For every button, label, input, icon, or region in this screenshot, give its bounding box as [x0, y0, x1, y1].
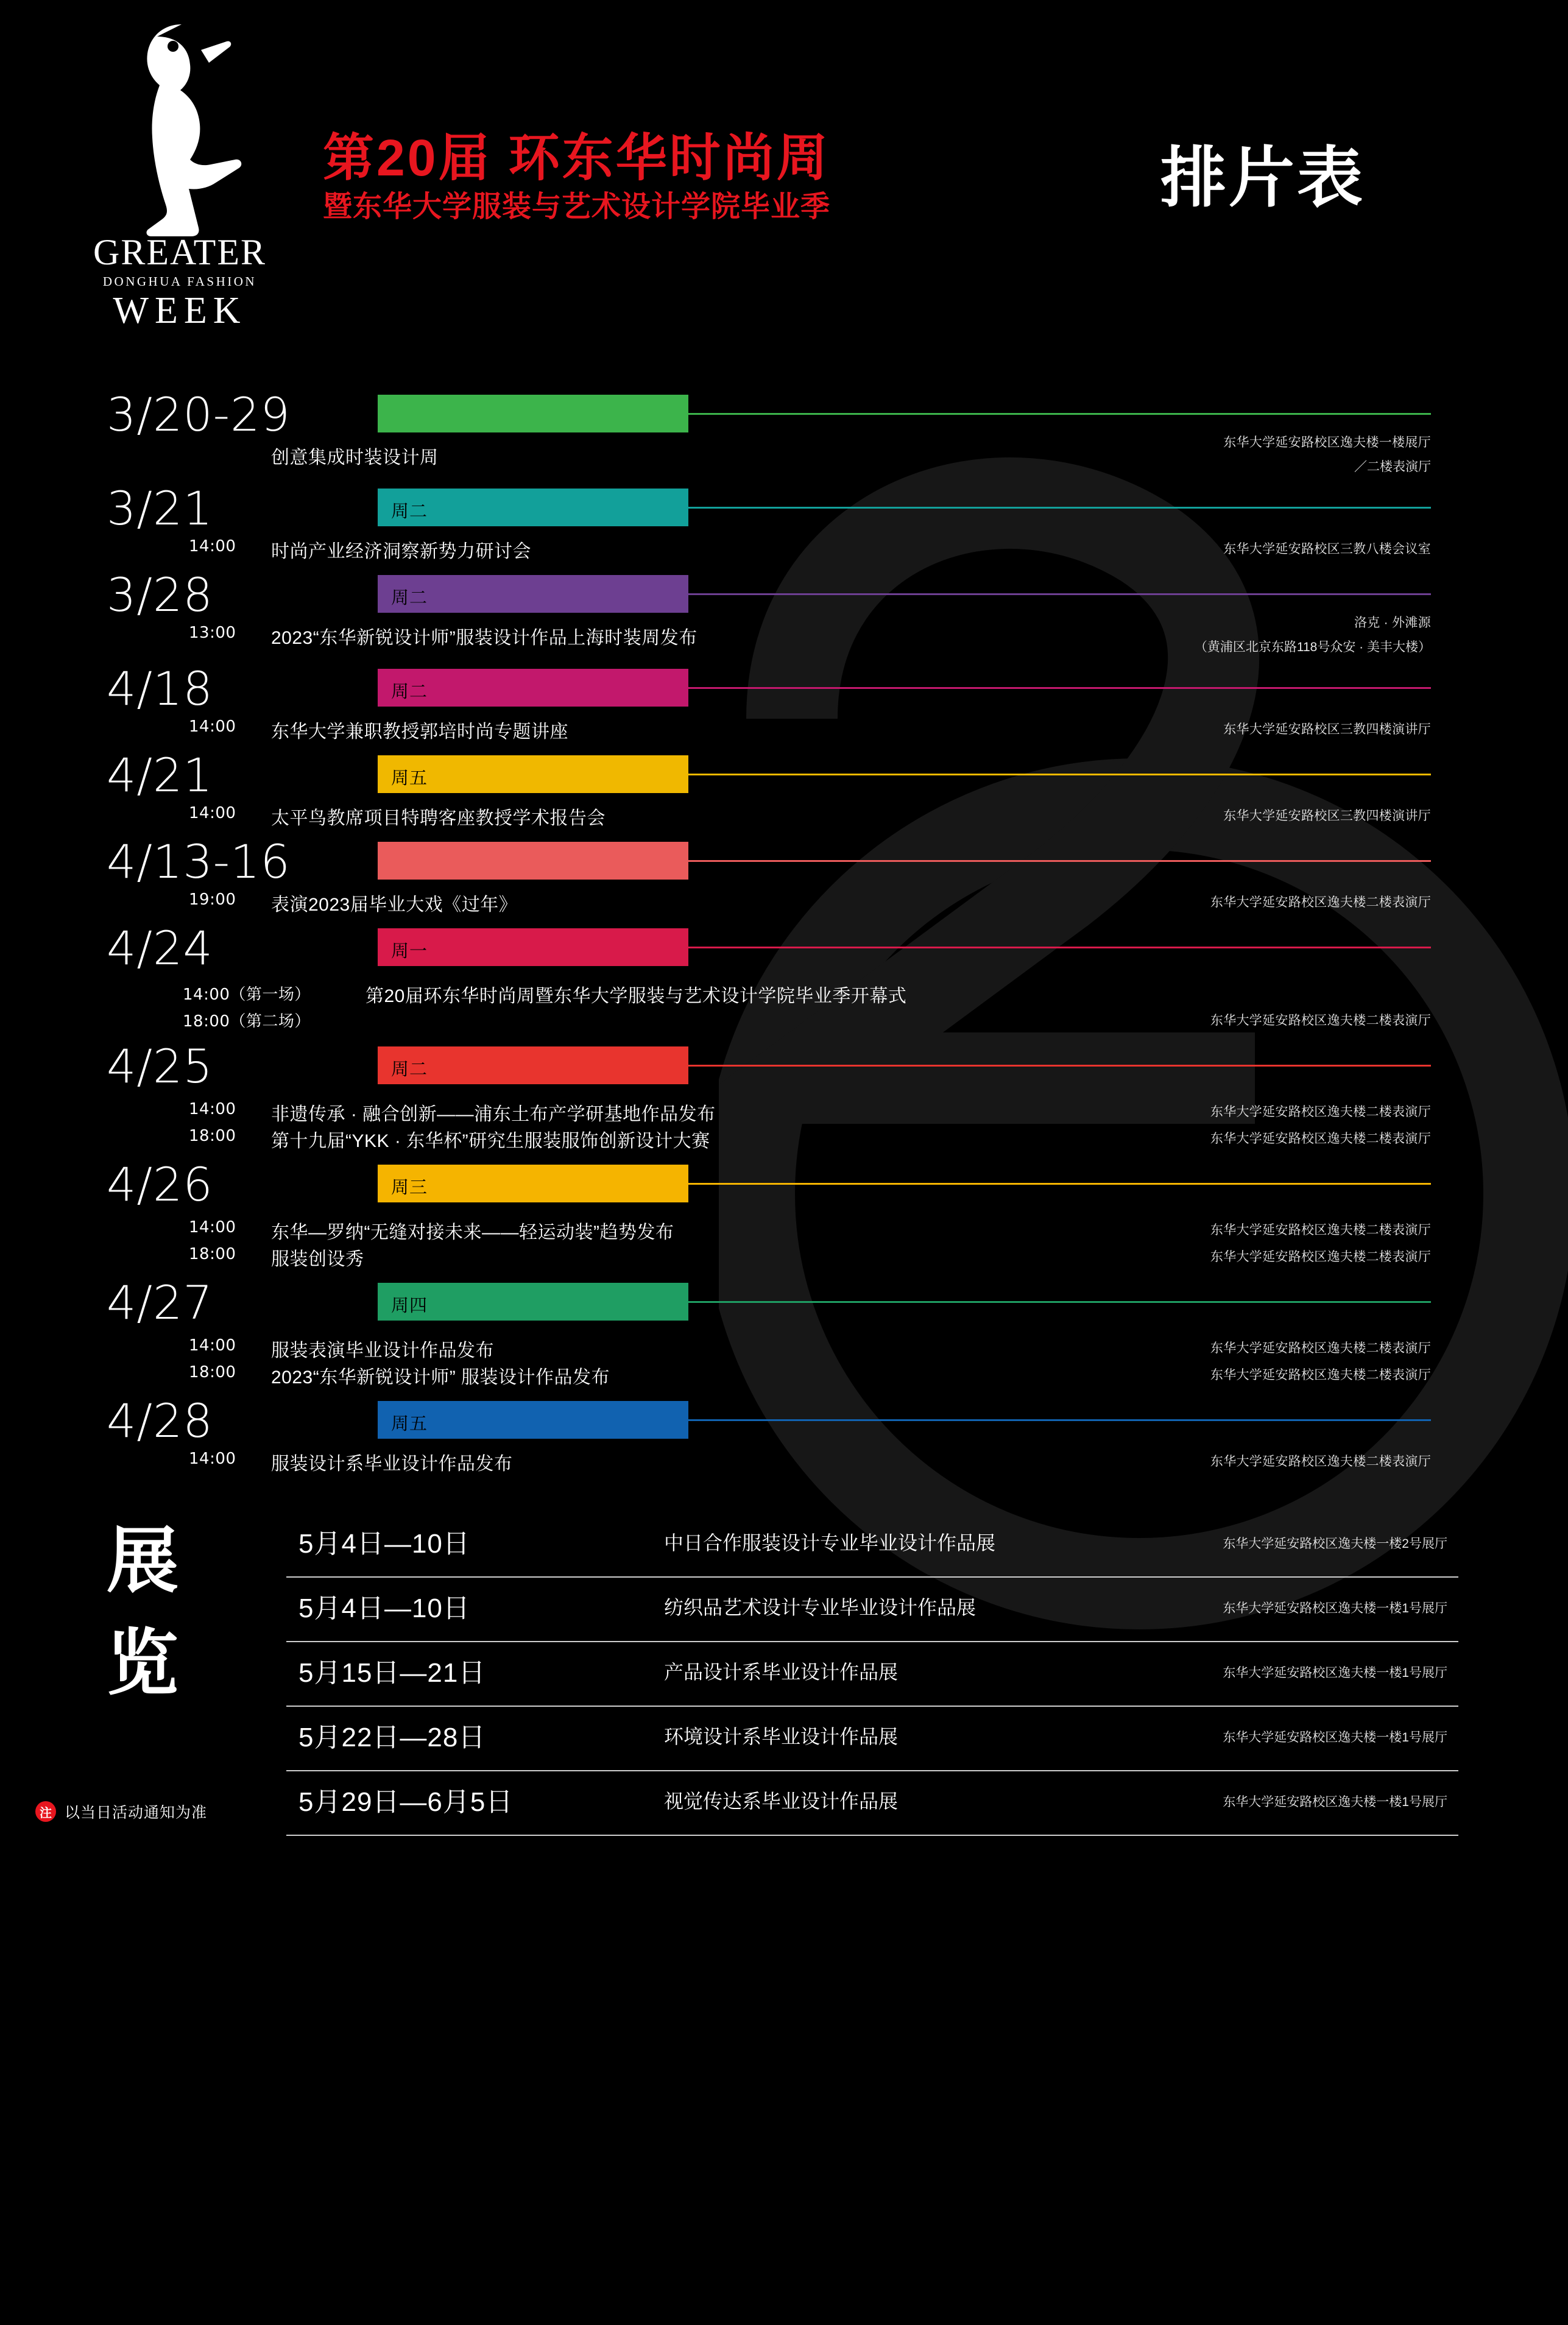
schedule-rule	[688, 774, 1431, 775]
schedule-row	[0, 1039, 1568, 1160]
event-name: 服装设计系毕业设计作品发布	[271, 1454, 513, 1474]
exhibition-venue: 东华大学延安路校区逸夫楼一楼1号展厅	[1223, 1731, 1447, 1745]
exhibition-venue: 东华大学延安路校区逸夫楼一楼1号展厅	[1223, 1666, 1447, 1680]
schedule-events	[0, 887, 1568, 923]
event-venue: 东华大学延安路校区逸夫楼二楼表演厅	[1210, 1368, 1431, 1382]
event-name: 时尚产业经济洞察新势力研讨会	[271, 542, 531, 562]
schedule-event	[0, 804, 1568, 831]
event-venue-secondary: ／二楼表演厅	[1354, 460, 1431, 474]
schedule-rule	[688, 687, 1431, 689]
schedule-date-line	[0, 923, 1568, 973]
schedule-weekday: 周二	[391, 588, 428, 608]
event-venue: 东华大学延安路校区逸夫楼二楼表演厅	[1210, 1014, 1431, 1028]
event-venue: 东华大学延安路校区逸夫楼一楼展厅	[1223, 436, 1431, 450]
logo	[58, 18, 302, 330]
schedule-event	[0, 1450, 1568, 1476]
schedule-date: 4/28	[107, 1394, 213, 1448]
event-name: 2023“东华新锐设计师”服装设计作品上海时装周发布	[271, 628, 697, 648]
schedule-events	[0, 616, 1568, 664]
event-venue: 东华大学延安路校区逸夫楼二楼表演厅	[1210, 1455, 1431, 1469]
schedule-date-line	[0, 664, 1568, 714]
exhibition-name: 环境设计系毕业设计作品展	[664, 1726, 899, 1748]
event-venue: 东华大学延安路校区逸夫楼二楼表演厅	[1210, 1223, 1431, 1237]
event-venue: 东华大学延安路校区逸夫楼二楼表演厅	[1210, 1250, 1431, 1264]
schedule-event	[0, 1009, 1568, 1035]
schedule-row	[0, 387, 1568, 484]
schedule-event	[0, 891, 1568, 917]
schedule-row	[0, 750, 1568, 837]
event-name: 2023“东华新锐设计师” 服装设计作品发布	[271, 1367, 610, 1388]
event-time: 13:00	[189, 624, 236, 642]
schedule-event	[0, 1218, 1568, 1245]
title-sub: 暨东华大学服装与艺术设计学院毕业季	[323, 191, 831, 224]
schedule-date: 4/18	[107, 662, 213, 716]
schedule-row	[0, 923, 1568, 1042]
schedule-rule	[688, 593, 1431, 595]
poster-title-block	[323, 131, 830, 225]
exhibition-rows	[286, 1513, 1458, 1836]
exhibition-venue: 东华大学延安路校区逸夫楼一楼1号展厅	[1223, 1795, 1447, 1809]
schedule-date-line	[0, 750, 1568, 800]
schedule-event	[0, 1363, 1568, 1390]
schedule-date-line	[0, 834, 1568, 889]
schedule-events	[0, 714, 1568, 750]
schedule-event	[0, 1245, 1568, 1272]
event-name: 东华—罗纳“无缝对接未来——轻运动装”趋势发布	[271, 1222, 674, 1243]
schedule-row	[0, 834, 1568, 923]
event-name: 创意集成时装设计周	[271, 448, 439, 468]
schedule-color-bar	[378, 1165, 688, 1202]
schedule-date: 4/21	[107, 748, 213, 802]
schedule-date-line	[0, 1157, 1568, 1212]
schedule-date-line	[0, 570, 1568, 620]
event-name: 服装创设秀	[271, 1249, 364, 1269]
schedule-events	[0, 800, 1568, 837]
schedule-date: 4/25	[107, 1039, 213, 1093]
note-text: 以当日活动通知为准	[65, 1804, 208, 1821]
schedule-date: 4/27	[107, 1275, 213, 1330]
bird-logo-icon	[110, 18, 250, 238]
schedule-rule	[688, 1065, 1431, 1067]
exhibition-venue: 东华大学延安路校区逸夫楼一楼2号展厅	[1223, 1537, 1447, 1551]
schedule-weekday: 周二	[391, 682, 428, 702]
schedule-date: 3/21	[107, 481, 213, 535]
schedule-weekday: 周五	[391, 1414, 428, 1434]
schedule-event	[0, 718, 1568, 744]
schedule-color-bar	[378, 1401, 688, 1439]
schedule-event	[0, 1127, 1568, 1154]
event-name: 服装表演毕业设计作品发布	[271, 1341, 494, 1361]
schedule-date: 4/24	[107, 921, 213, 975]
schedule-color-bar	[378, 755, 688, 793]
schedule-color-bar	[378, 1283, 688, 1321]
schedule-date-line	[0, 1275, 1568, 1330]
schedule-rule	[688, 413, 1431, 415]
exhibition-date: 5月4日—10日	[298, 1529, 470, 1559]
exhibition-row	[286, 1642, 1458, 1707]
schedule-date-line	[0, 481, 1568, 535]
event-venue: 东华大学延安路校区逸夫楼二楼表演厅	[1210, 895, 1431, 909]
schedule-event	[0, 537, 1568, 564]
exhibition-name: 纺织品艺术设计专业毕业设计作品展	[664, 1596, 976, 1618]
event-name: 第20届环东华时尚周暨东华大学服装与艺术设计学院毕业季开幕式	[366, 986, 907, 1006]
event-time: 18:00	[189, 1245, 236, 1263]
schedule-row	[0, 570, 1568, 664]
schedule-date-line	[0, 1039, 1568, 1093]
schedule-events	[0, 436, 1568, 484]
event-venue: 东华大学延安路校区逸夫楼二楼表演厅	[1210, 1341, 1431, 1355]
schedule-event	[0, 1100, 1568, 1127]
exhibition-name: 视觉传达系毕业设计作品展	[664, 1790, 899, 1812]
schedule-color-bar	[378, 1046, 688, 1084]
schedule-rule	[688, 1183, 1431, 1185]
title-schedule-label: 排片表	[1160, 141, 1366, 214]
footer-note	[35, 1801, 207, 1822]
event-venue: 东华大学延安路校区三教四楼演讲厅	[1223, 809, 1431, 823]
schedule-weekday: 周一	[391, 942, 428, 961]
event-name: 太平鸟教席项目特聘客座教授学术报告会	[271, 808, 606, 828]
exhibition-label-char1: 展	[107, 1521, 180, 1601]
event-venue: 东华大学延安路校区逸夫楼二楼表演厅	[1210, 1132, 1431, 1146]
event-time: 18:00	[189, 1363, 236, 1381]
exhibition-venue: 东华大学延安路校区逸夫楼一楼1号展厅	[1223, 1601, 1447, 1615]
schedule-rule	[688, 947, 1431, 948]
exhibition-label-char2: 览	[107, 1623, 180, 1704]
exhibition-row	[286, 1771, 1458, 1836]
event-time: 18:00	[189, 1127, 236, 1145]
schedule-events	[0, 973, 1568, 1042]
schedule-event	[0, 1336, 1568, 1363]
schedule-row	[0, 481, 1568, 570]
event-time: 19:00	[189, 891, 236, 909]
schedule-row	[0, 1275, 1568, 1396]
schedule-date: 3/28	[107, 568, 213, 622]
event-venue: 东华大学延安路校区逸夫楼二楼表演厅	[1210, 1105, 1431, 1119]
schedule-events	[0, 534, 1568, 570]
title-main: 第20届 环东华时尚周	[323, 129, 830, 186]
event-name: 第十九届“YKK · 东华杯”研究生服装服饰创新设计大赛	[271, 1131, 710, 1151]
event-time: 14:00	[189, 537, 236, 556]
schedule-events	[0, 1328, 1568, 1396]
schedule-row	[0, 664, 1568, 750]
event-time: 14:00	[189, 804, 236, 822]
schedule-event	[0, 616, 1568, 654]
schedule-list	[0, 387, 1568, 1483]
schedule-rule	[688, 860, 1431, 862]
schedule-events	[0, 1446, 1568, 1483]
event-time: 18:00（第二场）	[183, 1012, 311, 1031]
schedule-rule	[688, 1419, 1431, 1421]
event-time: 14:00	[189, 718, 236, 736]
exhibition-name: 产品设计系毕业设计作品展	[664, 1661, 899, 1683]
schedule-weekday: 周三	[391, 1178, 428, 1198]
schedule-rule	[688, 507, 1431, 509]
schedule-weekday: 周二	[391, 502, 428, 521]
schedule-rule	[688, 1301, 1431, 1303]
schedule-event	[0, 982, 1568, 1009]
exhibition-name: 中日合作服装设计专业毕业设计作品展	[664, 1532, 996, 1554]
poster-header	[0, 0, 1568, 390]
schedule-date-line	[0, 1396, 1568, 1446]
event-venue: 洛克 · 外滩源	[1354, 616, 1431, 630]
logo-greater-text: GREATER	[93, 232, 266, 272]
exhibition-date: 5月15日—21日	[298, 1658, 486, 1688]
schedule-color-bar	[378, 395, 688, 432]
event-venue: 东华大学延安路校区三教八楼会议室	[1223, 542, 1431, 556]
schedule-row	[0, 1157, 1568, 1278]
schedule-event	[0, 436, 1568, 474]
schedule-row	[0, 1396, 1568, 1483]
schedule-color-bar	[378, 489, 688, 526]
schedule-events	[0, 1092, 1568, 1160]
exhibition-row	[286, 1707, 1458, 1771]
event-venue-secondary: （黄浦区北京东路118号众安 · 美丰大楼）	[1194, 640, 1431, 654]
schedule-date: 3/20-29	[107, 387, 291, 442]
event-time: 14:00	[189, 1100, 236, 1118]
event-time: 14:00	[189, 1450, 236, 1468]
event-name: 东华大学兼职教授郭培时尚专题讲座	[271, 722, 568, 742]
schedule-date: 4/26	[107, 1157, 213, 1212]
schedule-date: 4/13-16	[107, 834, 291, 889]
logo-week-text: WEEK	[113, 290, 247, 331]
exhibition-label	[107, 1511, 180, 1715]
event-time: 14:00（第一场）	[183, 986, 311, 1004]
event-time: 14:00	[189, 1218, 236, 1237]
event-name: 表演2023届毕业大戏《过年》	[271, 895, 518, 915]
schedule-events	[0, 1210, 1568, 1278]
logo-subtitle-text: DONGHUA FASHION	[102, 274, 257, 289]
event-name: 非遗传承 · 融合创新——浦东土布产学研基地作品发布	[271, 1104, 716, 1124]
schedule-weekday: 周二	[391, 1060, 428, 1079]
exhibition-row	[286, 1513, 1458, 1578]
schedule-weekday: 周五	[391, 769, 428, 788]
exhibition-section	[0, 1507, 1568, 1848]
schedule-color-bar	[378, 575, 688, 613]
schedule-color-bar	[378, 669, 688, 707]
schedule-color-bar	[378, 928, 688, 966]
event-time: 14:00	[189, 1336, 236, 1355]
exhibition-row	[286, 1578, 1458, 1642]
exhibition-date: 5月4日—10日	[298, 1593, 470, 1623]
exhibition-date: 5月29日—6月5日	[298, 1787, 514, 1817]
schedule-color-bar	[378, 842, 688, 880]
schedule-weekday: 周四	[391, 1296, 428, 1316]
note-icon: 注	[35, 1801, 56, 1822]
exhibition-date: 5月22日—28日	[298, 1723, 486, 1752]
event-venue: 东华大学延安路校区三教四楼演讲厅	[1223, 722, 1431, 736]
